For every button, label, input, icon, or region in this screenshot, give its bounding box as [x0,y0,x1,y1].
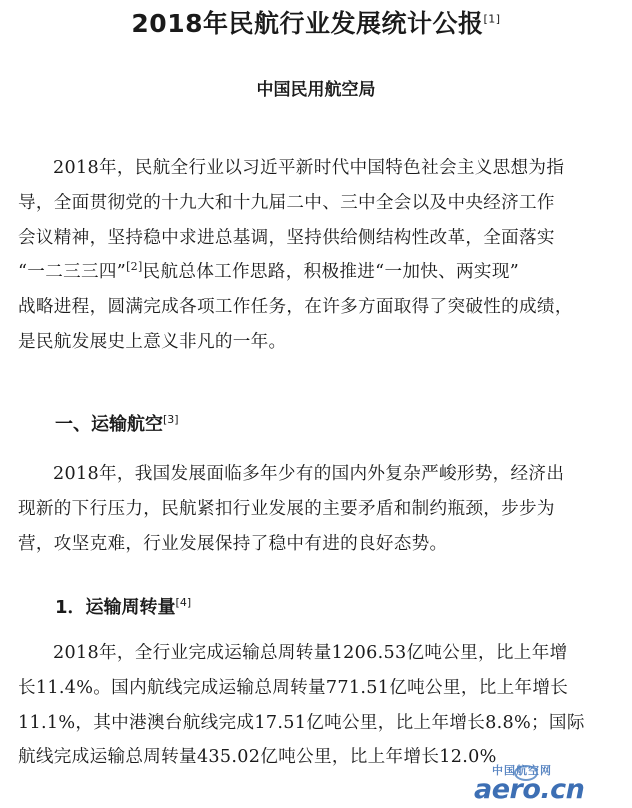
paragraph-line: 航线完成运输总周转量435.02亿吨公里，比上年增长12.0% [18,747,497,768]
paragraph-line: 现新的下行压力，民航紧扣行业发展的主要矛盾和制约瓶颈，步步为 [18,498,555,519]
watermark-logo: aero.cn [474,774,585,805]
line-text: 民航总体工作思路，积极推进“一加快、两实现” [142,262,520,283]
subsection-heading-text: 1．运输周转量 [55,597,176,618]
footnote-ref[interactable]: [3] [163,413,179,426]
paragraph-line: 2018年，民航全行业以习近平新时代中国特色社会主义思想为指 [53,158,565,178]
issuing-authority: 中国民用航空局 [256,80,376,100]
site-watermark [474,762,624,804]
paragraph-line: 长11.4%。国内航线完成运输总周转量771.51亿吨公里，比上年增长 [18,677,569,698]
title-text: 2018年民航行业发展统计公报 [131,9,484,38]
paragraph-line: 11.1%，其中港澳台航线完成17.51亿吨公里，比上年增长8.8%；国际 [18,712,585,733]
paragraph-line [18,255,614,290]
paragraph-line: 导，全面贯彻党的十九大和十九届二中、三中全会以及中央经济工作 [18,192,555,213]
document-title [0,8,632,40]
intro-paragraph [18,151,614,360]
paragraph-line: 2018年，全行业完成运输总周转量1206.53亿吨公里，比上年增 [53,643,568,663]
subsection-heading [55,595,191,621]
paragraph-line: 会议精神，坚持稳中求进总基调，坚持供给侧结构性改革，全面落实 [18,227,555,248]
footnote-ref[interactable]: [4] [175,596,192,609]
paragraph-line: 是民航发展史上意义非凡的一年。 [18,331,287,352]
section-paragraph [18,457,614,561]
paragraph-line: 2018年，我国发展面临多年少有的国内外复杂严峻形势，经济出 [53,464,565,484]
paragraph-line: 战略进程，圆满完成各项工作任务，在许多方面取得了突破性的成绩， [18,297,573,318]
footnote-ref[interactable]: [2] [126,260,143,274]
section-heading-text: 一、运输航空 [55,414,163,435]
subsection-paragraph [18,636,614,775]
line-text: “一二三三四” [18,262,127,283]
section-heading [55,412,179,438]
paragraph-line: 营，攻坚克难，行业发展保持了稳中有进的良好态势。 [18,533,448,554]
title-footnote-ref[interactable]: [1] [483,12,501,26]
watermark-cn-text: 中国航空网 [492,764,552,777]
